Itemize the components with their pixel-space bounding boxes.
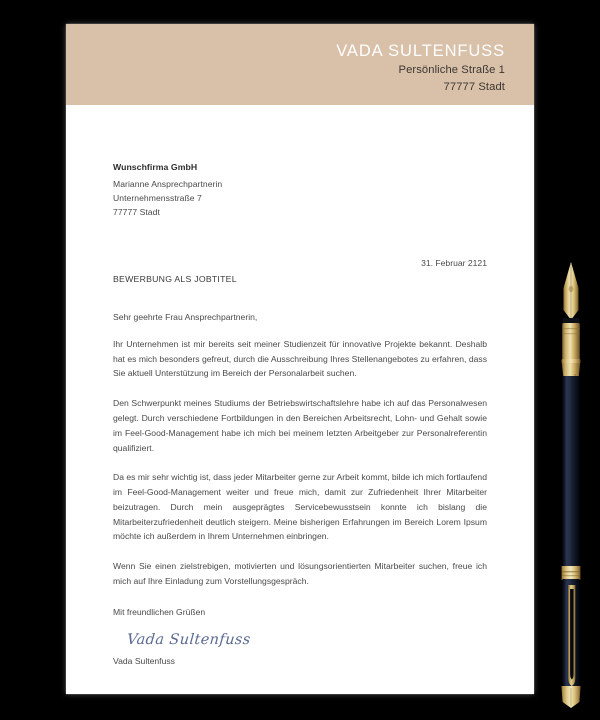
recipient-city: 77777 Stadt	[113, 206, 160, 217]
letter-closing: Mit freundlichen Grüßen	[113, 606, 206, 617]
signature-printed-name: Vada Sultenfuss	[113, 655, 175, 666]
recipient-contact: Marianne Ansprechpartnerin	[113, 179, 223, 190]
sender-name: VADA SULTENFUSS	[336, 42, 505, 60]
letter-date: 31. Februar 2121	[421, 257, 487, 268]
letter-paragraph: Den Schwerpunkt meines Studiums der Betriebswirtschaftslehre habe ich auf das Personalwesen gelegt. Durch verschiedene Fortbildungen in den Bereichen Arbeitsrecht, Lohn- und Gehalt sowie im Feel-Good-Management habe ich mich bei meinem letzten Arbeitgeber zur Personalreferentin qualifiziert.	[113, 398, 487, 453]
letter-paragraph: Da es mir sehr wichtig ist, dass jeder Mitarbeiter gerne zur Arbeit kommt, bilde ich mich fortlaufend im Feel-Good-Management weiter und freue mich, damit zur Zufriedenheit Ihrer Mitarbeiter beizutragen. Durch mein ausgeprägtes Servicebewusstsein konnte ich bislang die Mitarbeiterzufriedenheit deutlich steigern. Meine bisherigen Erfahrungen im Bereich Lorem Ipsum möchte ich außerdem in Ihrem Unternehmen einbringen.	[113, 472, 487, 542]
handwritten-signature: Vada Sultenfuss	[126, 631, 252, 648]
letter-paragraph: Wenn Sie einen zielstrebigen, motivierten und lösungsorientierten Mitarbeiter suchen, freue ich mich auf Ihre Einladung zum Vorstellungsgespräch.	[113, 561, 487, 587]
letter-salutation: Sehr geehrte Frau Ansprechpartnerin,	[113, 311, 258, 322]
recipient-company: Wunschfirma GmbH	[113, 162, 198, 172]
sender-street: Persönliche Straße 1	[398, 63, 505, 76]
signature-block	[113, 631, 487, 666]
recipient-address-block	[113, 160, 487, 220]
fountain-pen-icon	[556, 262, 586, 714]
letter-subject: BEWERBUNG ALS JOBTITEL	[113, 273, 237, 284]
letterhead-band	[66, 24, 534, 105]
sender-city: 77777 Stadt	[443, 80, 505, 93]
letter-paragraph: Ihr Unternehmen ist mir bereits seit meiner Studienzeit für innovative Projekte bekannt. Deshalb hat es mich besonders gefreut, durch die Ausschreibung Ihres Stellenangebotes zu erfahren, dass Sie aktuell Unterstützung im Bereich der Personalarbeit suchen.	[113, 338, 487, 379]
letter-page	[66, 24, 534, 694]
recipient-street: Unternehmensstraße 7	[113, 193, 202, 204]
letter-body	[113, 105, 487, 666]
